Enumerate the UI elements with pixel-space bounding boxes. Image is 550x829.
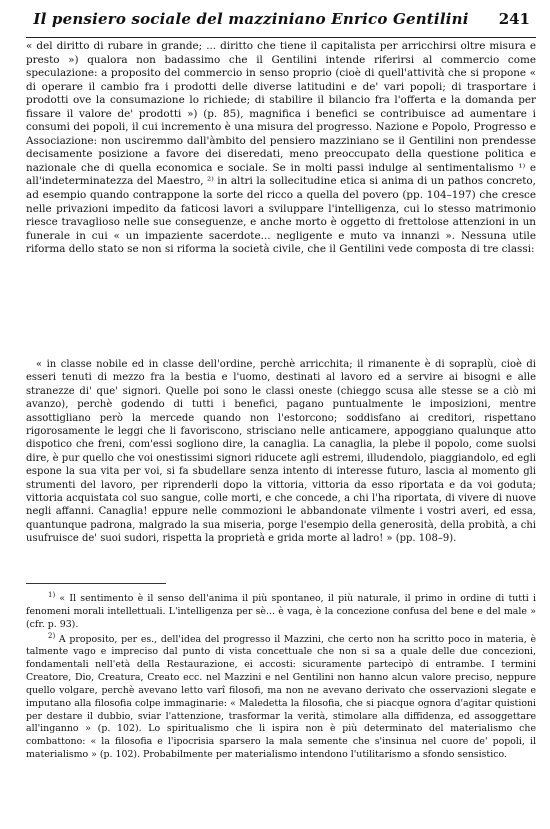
- footnote-1-mark: 1): [48, 590, 56, 599]
- footnote-1: [26, 590, 536, 632]
- footnote-2-mark: 2): [48, 631, 56, 640]
- header-rule: [26, 37, 536, 38]
- page-header: [26, 10, 536, 32]
- footnote-separator: [26, 583, 166, 584]
- body-paragraph: « del diritto di rubare in grande; ... diritto che tiene il capitalista per arricchirsi oltre misura e presto ») qualora non badassimo che il Gentilini intende riferirsi al commercio come speculazione: a proposito del commercio in senso proprio (cioè di quell'attività che si propone « di operare il cambio fra i prodotti delle diverse latitudini e de' vari popoli; di trasportare i prodotti ove la consumazione lo richiede; di stabilire il bilancio fra l'offerta e la domanda per fissare il valore de' prodotti ») (p. 85), magnifica i benefici se contribuisce ad aumentare i consumi dei popoli, il cui incremento è una misura del progresso. Nazione e Popolo, Progresso e Associazione: non usciremmo dall'àmbito del pensiero mazziniano se il Gentilini non prendesse decisamente posizione a favore dei diseredati, meno preoccupato della questione politica e nazionale che di quella economica e sociale. Se in molti passi indulge al sentimentalismo ¹⁾ e all'indeterminatezza del Maestro, ²⁾ in altri la sollecitudine etica si anima di un pathos concreto, ad esempio quando contrappone la sorte del ricco a quella del povero (pp. 104–197) che cresce nelle privazioni impedito da faticosi lavori a sviluppare l'intelligenza, cui lo stesso matrimonio riesce travaglioso nelle sue conseguenze, e anche morto è oggetto di frettolose attenzioni in un funerale in cui « un impaziente sacerdote... negligente e muto va innanzi ». Nessuna utile riforma dello stato se non si riforma la società civile, che il Gentilini vede composta di tre classi:: [26, 40, 536, 256]
- main-text: [26, 40, 536, 257]
- block-quote: « in classe nobile ed in classe dell'ordine, perchè arricchita; il rimanente è di sopraplù, cioè di esseri tenuti di mezzo fra la bestia e l'uomo, destinati al lavoro ed a servire ai bisogni e alle stranezze di' que' signori. Quelle poi sono le classi oneste (chieggo scusa alle stesse se a ciò mi avanzo), perchè godendo di tutti i benefici, pagano puntualmente le imposizioni, mentre assottigliano però la mercede quando non l'estorcono; soddisfano ai creditori, rispettano rigorosamente le leggi che li favoriscono, strisciano nelle anticamere, appoggiano qualunque atto dispotico che freni, com'essi sogliono dire, la canaglia. La canaglia, la plebe il popolo, come suolsi dire, è pur quello che voi onestissimi signori riducete agli estremi, illudendolo, piaggiandolo, ed egli espone la sua vita per voi, si fa sbudellare senza intento di interesse futuro, lascia al momento gli strumenti del lavoro, per riprenderli dopo la vittoria, vittoria da esso riportata e da voi goduta; vittoria acquistata col suo sangue, colle morti, e che concede, a chi l'ha riportata, di vivere di nuove negli affanni. Canaglia! eppure nelle commozioni le abbandonate vilmente i vostri averi, ed essa, quantunque padrona, malgrado la sua miseria, porge l'esempio della generosità, della probità, a chi usufruisce de' suoi sudori, rispetta la proprietà e grida morte al ladro! » (pp. 108–9).: [26, 359, 536, 545]
- footnotes: [26, 590, 536, 764]
- footnote-2: [26, 631, 536, 762]
- running-title: Il pensiero sociale del mazziniano Enrico Gentilini: [33, 10, 469, 28]
- footnote-2-text: A proposito, per es., dell'idea del progresso il Mazzini, che certo non ha scritto poco in materia, è talmente vago e impreciso dal punto di vista concettuale che non si sa a quale delle due concezioni, fondamentali nell'età della Restaurazione, ei accosti: sicuramente partecipò di entrambe. I termini Creatore, Dio, Creatura, Creato ecc. nel Mazzini e nel Gentilini non hanno alcun valore preciso, neppure quello volgare, perchè avevano letto varî filosofi, ma non ne avevano derivato che osservazioni slegate e imputano alla filosofia colpe immaginarie: « Maledetta la filosofia, che si piacque ognora d'agitar quistioni per destare il dubbio, sviar l'attenzione, trasformar la verità, stimolare alla diffidenza, ed assoggettare all'inganno » (p. 102). Lo spiritualismo che li ispira non è più determinato del materialismo che combattono: « la filosofia e l'ipocrisia sparsero la mala semente che s'insinua nel cuore de' popoli, il materialismo » (p. 102). Probabilmente per materialismo intendono l'utilitarismo a sfondo sensistico.: [26, 633, 536, 761]
- page-number: 241: [498, 10, 530, 28]
- footnote-1-text: « Il sentimento è il senso dell'anima il più spontaneo, il più naturale, il primo in ordine di tutti i fenomeni morali intellettuali. L'intelligenza per sè... è vaga, è la concezione confusa del bene e del male » (cfr. p. 93).: [26, 593, 536, 630]
